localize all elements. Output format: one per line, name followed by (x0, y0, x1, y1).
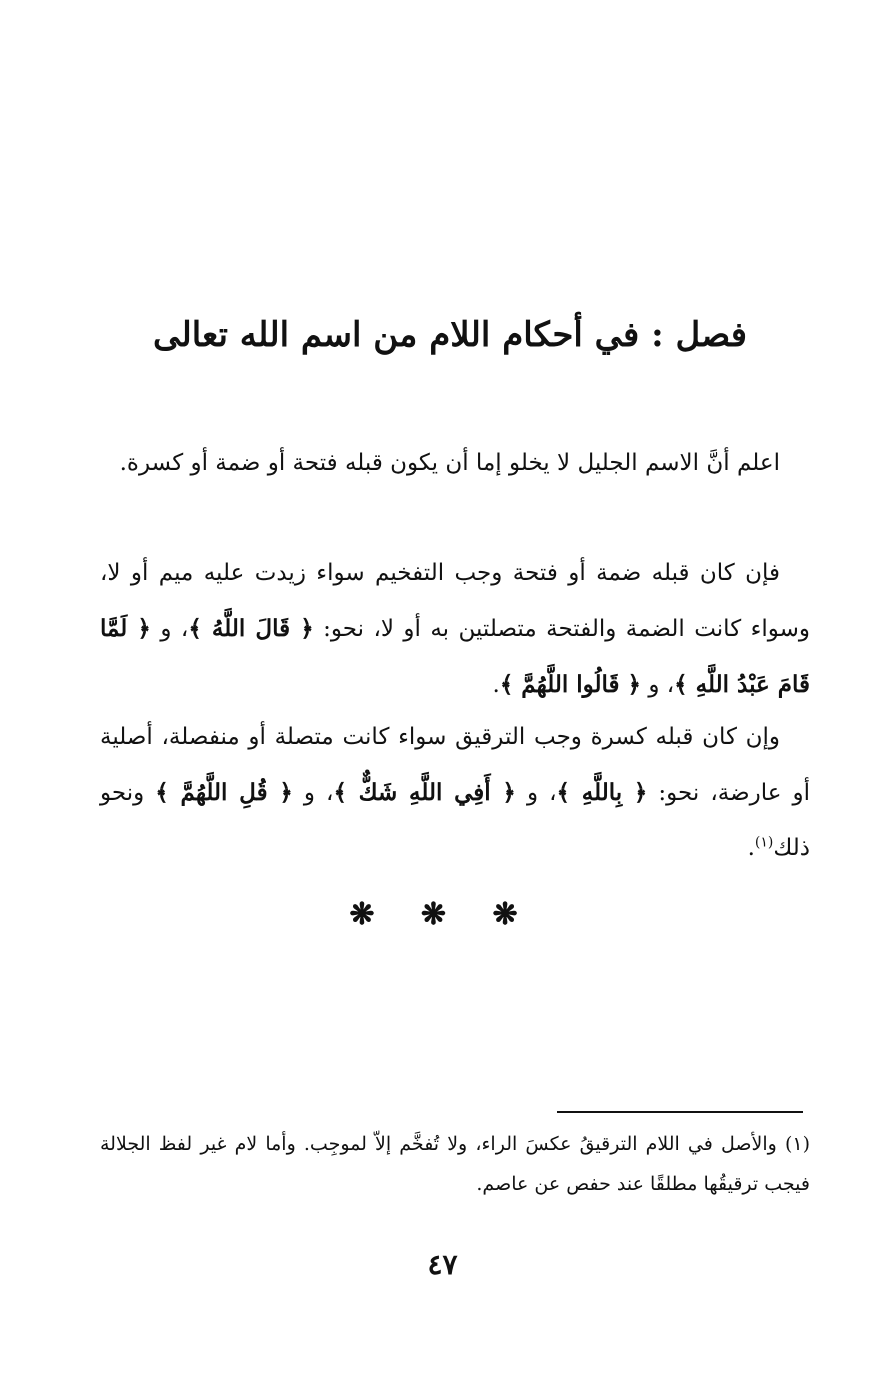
quran-verse-qal-allah: ﴿ قَالَ اللَّهُ ﴾ (188, 615, 314, 642)
comma: ، (314, 780, 334, 806)
paragraph-2-text: فإن كان قبله ضمة أو فتحة وجب التفخيم سواء زيدت عليه ميم أو لا، وسواء كانت الضمة والفتحة متصلتين به أو لا، نحو: (100, 560, 811, 642)
period: . (747, 835, 755, 861)
footnote-reference[interactable]: (١) (754, 834, 774, 851)
quran-verse-qul-allahumma: ﴿ قُلِ اللَّهُمَّ ﴾ (155, 779, 293, 806)
quran-verse-qalu-allahumma: ﴿ قَالُوا اللَّهُمَّ ﴾ (499, 671, 642, 698)
comma: ، (659, 672, 675, 698)
page-number: ٤٧ (427, 1248, 458, 1281)
footnote-divider (557, 1111, 803, 1113)
paragraph-3-ending: ونحو ذلك (100, 780, 810, 861)
paragraph-3 (100, 710, 810, 876)
section-separator: ❋ ❋ ❋ (349, 897, 536, 932)
quran-verse-billah: ﴿ بِاللَّهِ ﴾ (556, 779, 648, 806)
paragraph-1 (100, 436, 810, 491)
conjunction: و (648, 672, 660, 698)
paragraph-1-text: اعلم أنَّ الاسم الجليل لا يخلو إما أن يكون قبله فتحة أو ضمة أو كسرة. (119, 450, 780, 476)
paragraph-2 (100, 546, 810, 713)
footnote-text: والأصل في اللام الترقيقُ عكسَ الراء، ولا تُفخَّم إلاّ لموجِب. وأما لام غير لفظ الجلالة فيجب ترقيقُها مطلقًا عند حفص عن عاصم. (100, 1133, 810, 1195)
conjunction: و (160, 616, 172, 642)
period: . (492, 672, 500, 698)
chapter-title: فصل : في أحكام اللام من اسم الله تعالى (153, 315, 747, 355)
conjunction: و (526, 780, 539, 806)
conjunction: و (303, 780, 315, 806)
quran-verse-lamma-qama: ﴿ لَمَّا قَامَ عَبْدُ اللَّهِ ﴾ (100, 615, 810, 698)
footnote-marker: (١) (784, 1133, 810, 1155)
quran-verse-afi-allah-shakk: ﴿ أَفِي اللَّهِ شَكٌّ ﴾ (333, 779, 516, 806)
comma: ، (538, 780, 557, 806)
paragraph-3-text: وإن كان قبله كسرة وجب الترقيق سواء كانت متصلة أو منفصلة، أصلية أو عارضة، نحو: (100, 724, 810, 806)
footnote (100, 1124, 810, 1204)
comma: ، (171, 616, 189, 642)
